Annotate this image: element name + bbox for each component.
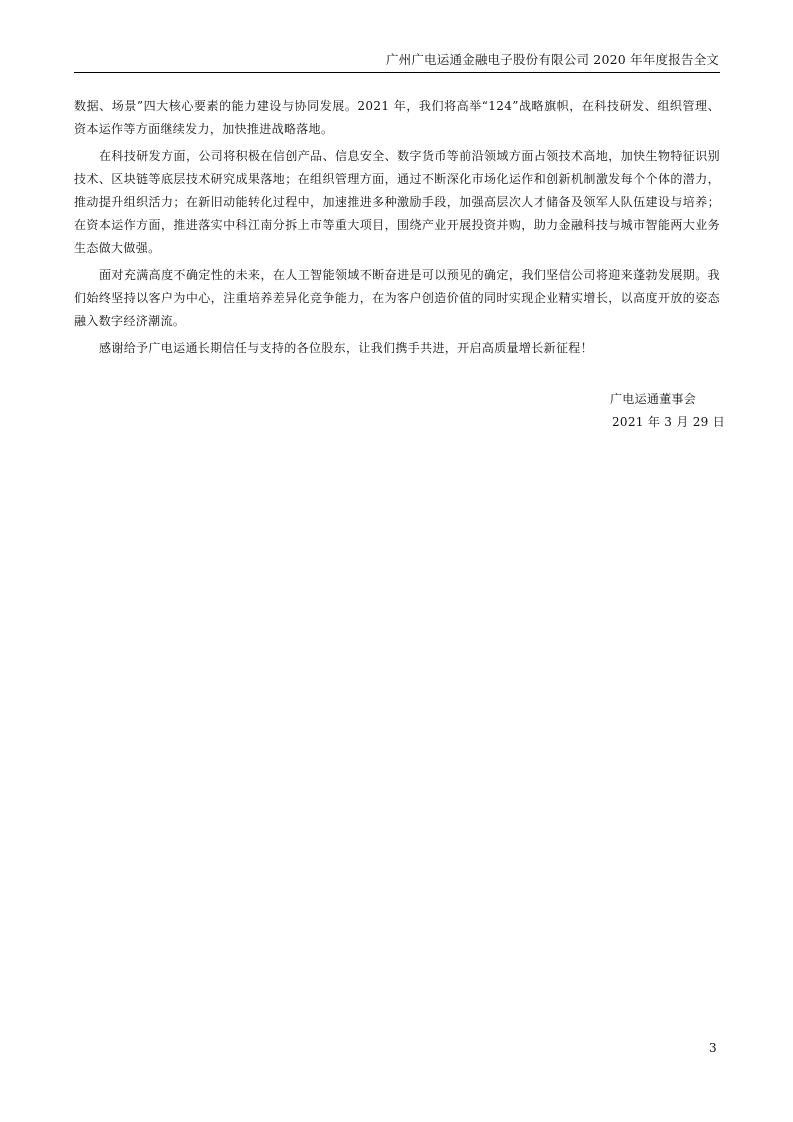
paragraph-tech-rd: 在科技研发方面，公司将积极在信创产品、信息安全、数字货币等前沿领域方面占领技术高地，加快生物特征识别技术、区块链等底层技术研究成果落地；在组织管理方面，通过不断深化市场化运作和创新机制激发每个个体的潜力，推动提升组织活力；在新旧动能转化过程中，加速推进多种激励手段，加强高层次人才储备及领军人队伍建设与培养；在资本运作方面，推进落实中科江南分拆上市等重大项目，围绕产业开展投资并购，助力金融科技与城市智能两大业务生态做大做强。 [74,149,720,255]
signature-date: 2021 年 3 月 29 日 [612,415,726,429]
signature-organization: 广电运通董事会 [610,392,697,406]
paragraph-thanks: 感谢给予广电运通长期信任与支持的各位股东，让我们携手共进，开启高质量增长新征程！ [99,341,594,355]
header-divider [74,72,720,73]
document-header-title: 广州广电运通金融电子股份有限公司 2020 年年度报告全文 [385,52,719,67]
page-number: 3 [709,1041,717,1055]
paragraph-continuation: 数据、场景”四大核心要素的能力建设与协同发展。2021 年，我们将高举“124”战略旗帜，在科技研发、组织管理、资本运作等方面继续发力，加快推进战略落地。 [74,99,720,136]
paragraph-future-outlook: 面对充满高度不确定性的未来，在人工智能领域不断奋进是可以预见的确定，我们坚信公司将迎来蓬勃发展期。我们始终坚持以客户为中心，注重培养差异化竞争能力，在为客户创造价值的同时实现企业精实增长，以高度开放的姿态融入数字经济潮流。 [74,268,720,328]
report-body [74,95,720,364]
signature-block [560,388,726,434]
